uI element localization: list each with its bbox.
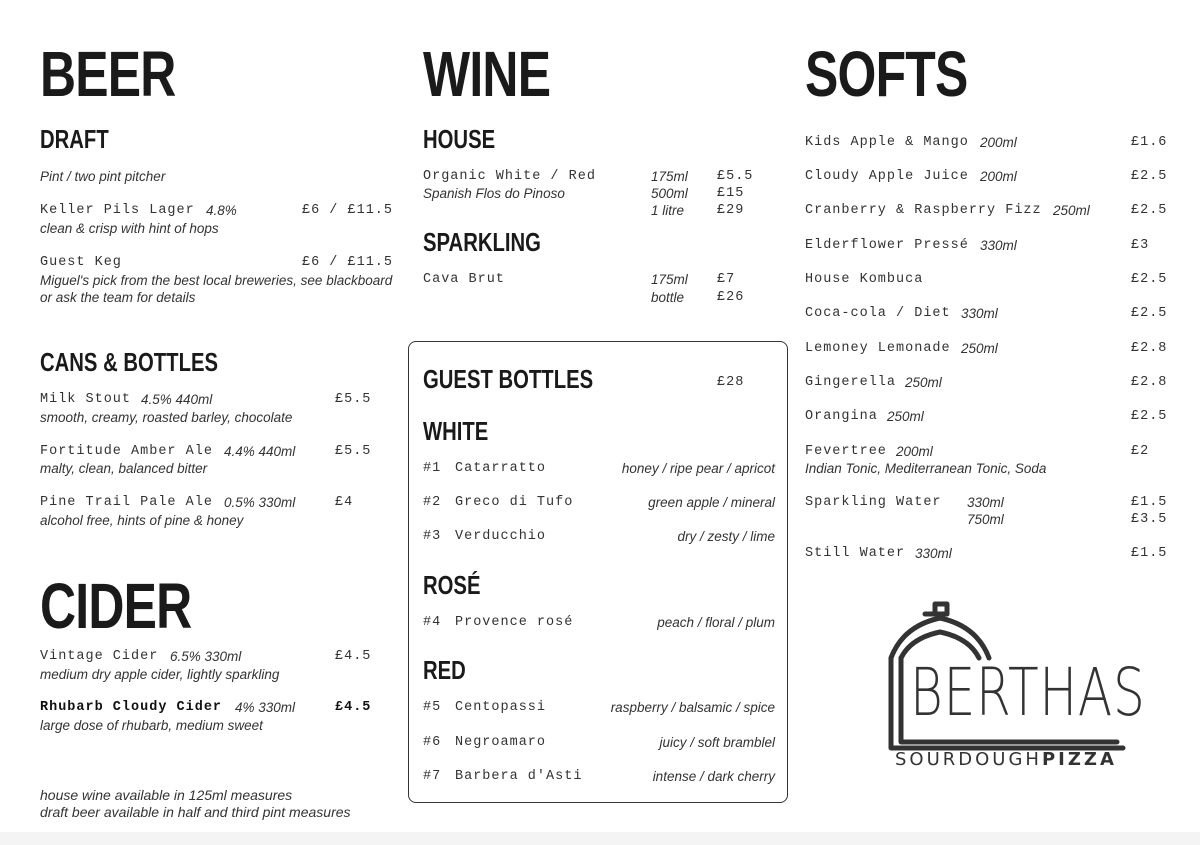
soft-name: Still Water: [805, 546, 906, 561]
sparkling-size: bottle: [651, 290, 685, 305]
soft-name: Cloudy Apple Juice: [805, 169, 969, 184]
soft-price: £1.6: [1131, 135, 1168, 150]
wine-notes: green apple / mineral: [648, 495, 775, 510]
red-heading: RED: [423, 655, 466, 685]
draft-item-desc: or ask the team for details: [40, 290, 196, 305]
cans-item-name: Milk Stout: [40, 392, 132, 407]
wine-notes: intense / dark cherry: [652, 769, 775, 784]
soft-detail: 330ml: [967, 495, 1004, 510]
wine-name: Barbera d'Asti: [455, 769, 583, 784]
logo-tagline: [895, 749, 1117, 770]
footnote: house wine available in 125ml measures: [40, 787, 293, 803]
house-size: 1 litre: [651, 203, 685, 218]
soft-price: £2.8: [1131, 375, 1168, 390]
cans-item-detail: 4.4% 440ml: [224, 444, 296, 459]
cans-item-desc: malty, clean, balanced bitter: [40, 461, 208, 476]
cans-item-detail: 0.5% 330ml: [224, 495, 296, 510]
cider-item-detail: 4% 330ml: [235, 700, 296, 715]
cider-item-name: Vintage Cider: [40, 649, 159, 664]
cans-item-desc: alcohol free, hints of pine & honey: [40, 513, 244, 528]
wine-number: #3: [423, 529, 442, 544]
sparkling-name: Cava Brut: [423, 272, 505, 287]
soft-name: Elderflower Pressé: [805, 238, 969, 253]
wine-name: Provence rosé: [455, 615, 574, 630]
soft-price: £2.5: [1131, 272, 1168, 287]
cider-item-price: £4.5: [335, 649, 372, 664]
cider-heading: CIDER: [40, 570, 192, 642]
wine-notes: peach / floral / plum: [657, 615, 775, 630]
footnote: draft beer available in half and third pint measures: [40, 804, 351, 820]
soft-name: Lemoney Lemonade: [805, 341, 951, 356]
soft-price: £1.5: [1131, 495, 1168, 510]
house-size: 500ml: [651, 186, 688, 201]
soft-desc: Indian Tonic, Mediterranean Tonic, Soda: [805, 461, 1047, 476]
wine-notes: honey / ripe pear / apricot: [621, 461, 775, 476]
soft-name: Fevertree: [805, 444, 887, 459]
wine-name: Negroamaro: [455, 735, 547, 750]
cider-item-name: Rhubarb Cloudy Cider: [40, 700, 223, 715]
cans-item-detail: 4.5% 440ml: [141, 392, 213, 407]
wine-name: Verducchio: [455, 529, 547, 544]
wine-name: Centopassi: [455, 700, 547, 715]
house-wine-name: Organic White / Red: [423, 169, 596, 184]
beer-heading: BEER: [40, 38, 176, 110]
soft-name: House Kombuca: [805, 272, 924, 287]
draft-item-detail: 4.8%: [206, 203, 237, 218]
wine-number: #2: [423, 495, 442, 510]
draft-item-name: Guest Keg: [40, 255, 122, 270]
soft-name: Kids Apple & Mango: [805, 135, 969, 150]
house-heading: HOUSE: [423, 124, 496, 154]
soft-price: £3.5: [1131, 512, 1168, 527]
house-price: £15: [717, 186, 745, 201]
cans-item-price: £5.5: [335, 444, 372, 459]
rose-heading: ROSÉ: [423, 570, 481, 600]
soft-detail: 250ml: [887, 409, 924, 424]
logo-tagline-bold: PIZZA: [1041, 749, 1117, 770]
house-price: £5.5: [717, 169, 754, 184]
soft-detail: 250ml: [1053, 203, 1090, 218]
draft-heading: DRAFT: [40, 124, 109, 154]
soft-price: £2.8: [1131, 341, 1168, 356]
wine-notes: juicy / soft bramblel: [659, 735, 775, 750]
cider-item-desc: large dose of rhubarb, medium sweet: [40, 718, 263, 733]
cans-item-name: Pine Trail Pale Ale: [40, 495, 213, 510]
soft-detail: 330ml: [980, 238, 1017, 253]
logo-name: BERTHAS: [910, 654, 1146, 731]
guest-bottles-heading: GUEST BOTTLES: [423, 364, 594, 394]
soft-name: Coca-cola / Diet: [805, 306, 951, 321]
soft-detail: 750ml: [967, 512, 1004, 527]
logo-tagline-light: SOURDOUGH: [895, 749, 1042, 770]
cider-item-detail: 6.5% 330ml: [170, 649, 242, 664]
wine-name: Catarratto: [455, 461, 547, 476]
soft-detail: 330ml: [961, 306, 998, 321]
wine-notes: raspberry / balsamic / spice: [610, 700, 775, 715]
soft-price: £2.5: [1131, 409, 1168, 424]
soft-name: Cranberry & Raspberry Fizz: [805, 203, 1042, 218]
soft-price: £2: [1131, 444, 1150, 459]
wine-number: #6: [423, 735, 442, 750]
cans-item-desc: smooth, creamy, roasted barley, chocolate: [40, 410, 293, 425]
soft-price: £2.5: [1131, 169, 1168, 184]
wine-number: #7: [423, 769, 442, 784]
sparkling-price: £7: [717, 272, 736, 287]
soft-price: £2.5: [1131, 203, 1168, 218]
wine-number: #4: [423, 615, 442, 630]
cans-item-price: £4: [335, 495, 354, 510]
cans-item-name: Fortitude Amber Ale: [40, 444, 213, 459]
soft-price: £2.5: [1131, 306, 1168, 321]
draft-note: Pint / two pint pitcher: [40, 169, 166, 184]
cans-heading: CANS & BOTTLES: [40, 347, 219, 377]
draft-item-name: Keller Pils Lager: [40, 203, 195, 218]
guest-bottles-price: £28: [717, 375, 745, 390]
wine-name: Greco di Tufo: [455, 495, 574, 510]
soft-detail: 250ml: [905, 375, 942, 390]
house-price: £29: [717, 203, 745, 218]
draft-item-price: £6 / £11.5: [302, 203, 394, 218]
draft-item-desc: clean & crisp with hint of hops: [40, 221, 219, 236]
house-wine-desc: Spanish Flos do Pinoso: [423, 186, 565, 201]
cider-item-desc: medium dry apple cider, lightly sparkling: [40, 667, 280, 682]
soft-detail: 250ml: [961, 341, 998, 356]
wine-heading: WINE: [423, 38, 551, 110]
soft-detail: 200ml: [980, 169, 1017, 184]
wine-number: #5: [423, 700, 442, 715]
wine-notes: dry / zesty / lime: [677, 529, 775, 544]
soft-detail: 200ml: [896, 444, 933, 459]
soft-name: Sparkling Water: [805, 495, 942, 510]
soft-name: Gingerella: [805, 375, 897, 390]
cider-item-price: £4.5: [335, 700, 372, 715]
sparkling-size: 175ml: [651, 272, 688, 287]
wine-number: #1: [423, 461, 442, 476]
softs-heading: SOFTS: [805, 38, 968, 110]
page-edge: [0, 832, 1200, 845]
soft-name: Orangina: [805, 409, 878, 424]
house-size: 175ml: [651, 169, 688, 184]
soft-detail: 200ml: [980, 135, 1017, 150]
sparkling-price: £26: [717, 290, 745, 305]
draft-item-desc: Miguel's pick from the best local breweries, see blackboard: [40, 273, 393, 288]
soft-price: £3: [1131, 238, 1150, 253]
white-heading: WHITE: [423, 416, 489, 446]
soft-price: £1.5: [1131, 546, 1168, 561]
sparkling-heading: SPARKLING: [423, 227, 541, 257]
soft-detail: 330ml: [915, 546, 952, 561]
draft-item-price: £6 / £11.5: [302, 255, 394, 270]
cans-item-price: £5.5: [335, 392, 372, 407]
